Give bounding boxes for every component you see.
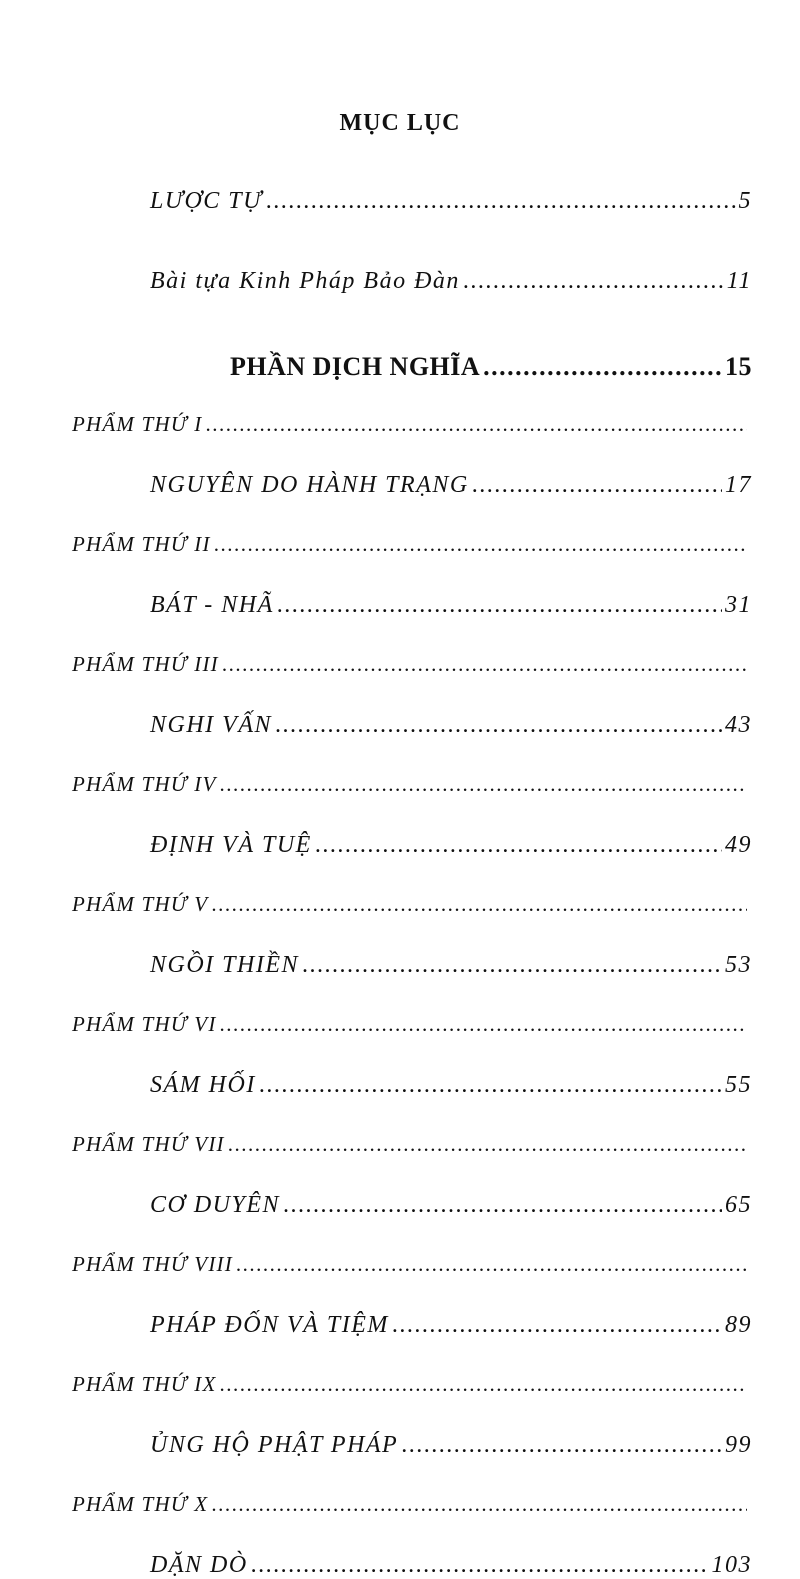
toc-page-number: 55 — [725, 1072, 752, 1098]
toc-part-heading — [230, 352, 752, 382]
toc-entry-label: PHẨM THỨ X — [72, 1492, 209, 1516]
dot-leader — [211, 1492, 747, 1517]
dot-leader — [236, 1252, 747, 1277]
dot-leader — [463, 268, 724, 295]
toc-entry-label: PHẨM THỨ VIII — [72, 1252, 233, 1276]
dot-leader — [315, 832, 722, 859]
toc-section-heading — [72, 532, 750, 557]
toc-section-heading — [72, 892, 750, 917]
toc-page-number: 49 — [725, 832, 752, 858]
dot-leader — [214, 532, 747, 557]
dot-leader — [266, 188, 736, 215]
dot-leader — [220, 1012, 747, 1037]
toc-entry-label: PHÁP ĐỐN VÀ TIỆM — [150, 1312, 389, 1338]
toc-entry — [150, 1072, 752, 1099]
toc-section-heading — [72, 1372, 750, 1397]
toc-entry-label: LƯỢC TỰ — [150, 188, 263, 214]
dot-leader — [251, 1552, 709, 1579]
toc-page-number: 99 — [725, 1432, 752, 1458]
dot-leader — [275, 712, 722, 739]
toc-entry — [150, 832, 752, 859]
toc-entry-label: PHẨM THỨ V — [72, 892, 209, 916]
toc-section-heading — [72, 1132, 750, 1157]
dot-leader — [483, 352, 722, 382]
toc-entry-label: ĐỊNH VÀ TUỆ — [150, 832, 312, 858]
dot-leader — [222, 652, 747, 677]
dot-leader — [228, 1132, 747, 1157]
toc-entry — [150, 1312, 752, 1339]
toc-page-number: 11 — [726, 268, 752, 294]
toc-entry-label: PHẦN DỊCH NGHĨA — [230, 352, 481, 381]
toc-entry-label: PHẨM THỨ II — [72, 532, 211, 556]
dot-leader — [472, 472, 722, 499]
toc-entry-label: PHẨM THỨ III — [72, 652, 219, 676]
page-title: MỤC LỤC — [339, 110, 461, 136]
toc-section-heading — [72, 1252, 750, 1277]
toc-entry-label: DẶN DÒ — [150, 1552, 248, 1578]
toc-section-heading — [72, 1492, 750, 1517]
toc-section-heading — [72, 412, 750, 437]
dot-leader — [220, 772, 747, 797]
toc-entry — [150, 952, 752, 979]
dot-leader — [277, 592, 722, 619]
dot-leader — [283, 1192, 722, 1219]
toc-entry — [150, 1552, 752, 1579]
toc-entry-label: PHẨM THỨ IV — [72, 772, 217, 796]
toc-section-heading — [72, 772, 750, 797]
toc-entry-label: NGHI VẤN — [150, 712, 272, 738]
toc-entry-label: NGUYÊN DO HÀNH TRẠNG — [150, 472, 469, 498]
toc-page-number: 5 — [738, 188, 752, 214]
dot-leader — [205, 412, 747, 437]
toc-entry-label: SÁM HỐI — [150, 1072, 256, 1098]
toc-entry-label: Bài tựa Kinh Pháp Bảo Đàn — [150, 268, 460, 294]
toc-entry-label: PHẨM THỨ I — [72, 412, 203, 436]
dot-leader — [211, 892, 747, 917]
toc-entry-label: BÁT - NHÃ — [150, 592, 274, 618]
toc-page-number: 103 — [711, 1552, 752, 1578]
toc-page-number: 31 — [725, 592, 752, 618]
toc-section-heading — [72, 1012, 750, 1037]
toc-entry-label: ỦNG HỘ PHẬT PHÁP — [150, 1432, 399, 1458]
toc-page-number: 89 — [725, 1312, 752, 1338]
toc-entry — [150, 712, 752, 739]
dot-leader — [259, 1072, 722, 1099]
toc-entry-label: CƠ DUYÊN — [150, 1192, 281, 1218]
toc-section-heading — [72, 652, 750, 677]
toc-page-number: 65 — [725, 1192, 752, 1218]
dot-leader — [392, 1312, 722, 1339]
toc-entry-label: PHẨM THỨ VI — [72, 1012, 217, 1036]
toc-entry-label: NGỒI THIỀN — [150, 952, 300, 978]
toc-page-number: 17 — [725, 472, 752, 498]
toc-page-number: 53 — [725, 952, 752, 978]
toc-entry — [150, 268, 752, 295]
toc-entry — [150, 188, 752, 215]
toc-entry — [150, 592, 752, 619]
dot-leader — [302, 952, 722, 979]
toc-entry-label: PHẨM THỨ VII — [72, 1132, 225, 1156]
toc-entry — [150, 1432, 752, 1459]
toc-page-number: 43 — [725, 712, 752, 738]
toc-page-number: 15 — [725, 352, 752, 381]
toc-entry — [150, 1192, 752, 1219]
toc-entry — [150, 472, 752, 499]
dot-leader — [220, 1372, 747, 1397]
dot-leader — [401, 1432, 722, 1459]
toc-entry-label: PHẨM THỨ IX — [72, 1372, 217, 1396]
